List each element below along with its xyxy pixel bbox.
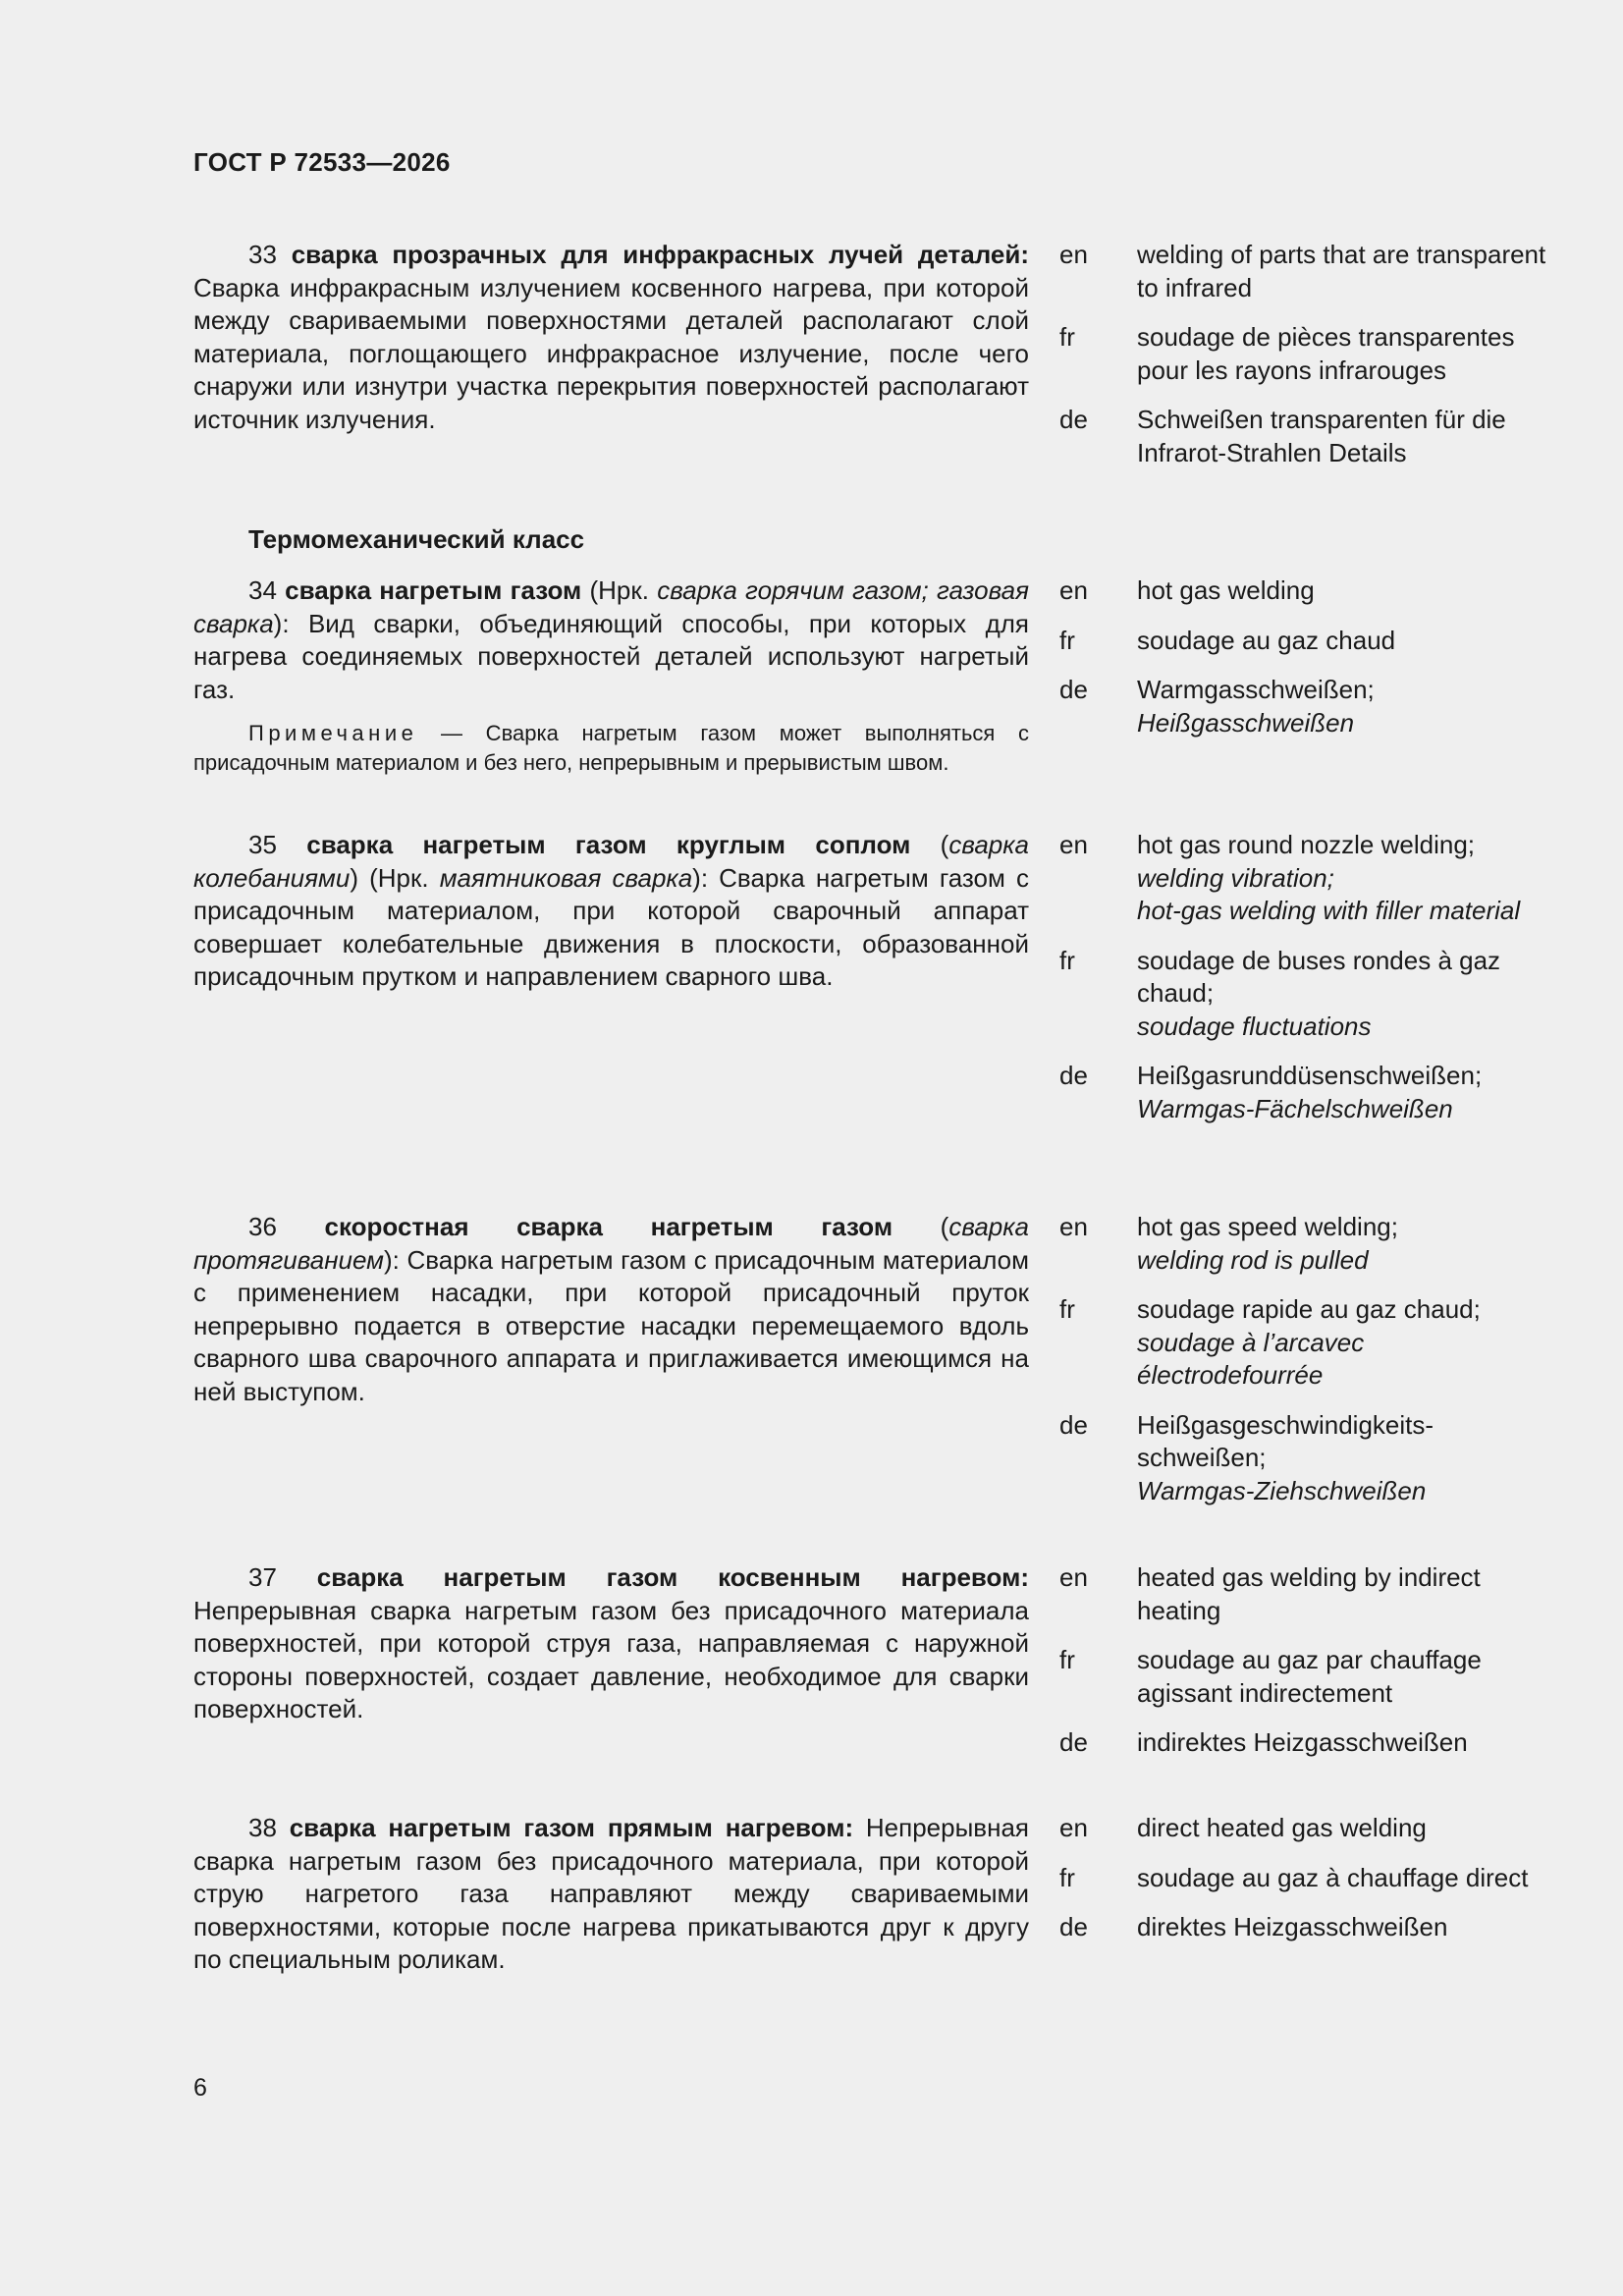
translation-term: soudage au gaz par chauffage agissant indirectement — [1137, 1645, 1482, 1708]
translation-fr — [1059, 1862, 1550, 1895]
language-code: de — [1059, 1727, 1088, 1757]
translation-de — [1059, 1726, 1550, 1760]
language-code: de — [1059, 1912, 1088, 1941]
term-name: сварка прозрачных для инфракрасных лучей деталей: — [291, 240, 1029, 269]
translation-term: hot gas speed welding; — [1137, 1212, 1398, 1241]
term-translations-34 — [1059, 574, 1550, 756]
translation-terms — [1137, 1644, 1550, 1710]
definition-text: ( — [910, 830, 949, 859]
definition-paragraph — [193, 1561, 1029, 1726]
language-code: en — [1059, 830, 1088, 859]
translation-de — [1059, 1409, 1550, 1508]
definition-text: ( — [893, 1212, 949, 1241]
definition-paragraph — [193, 829, 1029, 994]
term-note — [193, 719, 1029, 778]
translation-terms — [1137, 321, 1550, 387]
term-name: сварка нагретым газом — [285, 575, 582, 605]
translation-terms — [1137, 1293, 1550, 1393]
translation-en — [1059, 1812, 1550, 1845]
translation-term: heated gas welding by indirect heating — [1137, 1562, 1481, 1625]
definition-paragraph — [193, 1812, 1029, 1977]
language-code: en — [1059, 1813, 1088, 1842]
language-code: fr — [1059, 1645, 1075, 1674]
term-definition-38 — [193, 1812, 1029, 1977]
language-code: fr — [1059, 1862, 1075, 1892]
translation-term: hot gas round nozzle welding; — [1137, 830, 1476, 859]
document-header: ГОСТ Р 72533—2026 — [193, 147, 451, 177]
definition-text: Сварка инфракрасным излучением косвенного нагрева, при которой между свариваемыми поверхностями деталей располагают слой материала, поглощающего инфракрасное излучение, после чего снаружи или изнутри участка перекрытия поверхностей располагают источник излучения. — [193, 272, 1029, 434]
term-synonym: маятниковая сварка — [439, 862, 693, 893]
definition-text: 37 — [248, 1562, 317, 1592]
translation-synonym: Heißgasschweißen — [1137, 707, 1355, 738]
term-translations-33 — [1059, 239, 1550, 486]
translation-en — [1059, 574, 1550, 608]
translation-synonym: soudage à l’arcavec électrodefourrée — [1137, 1327, 1365, 1390]
language-code: en — [1059, 1562, 1088, 1592]
term-name: сварка нагретым газом косвенным нагревом: — [316, 1562, 1029, 1592]
definition-text: (Нрк. — [581, 575, 658, 605]
language-code: fr — [1059, 1294, 1075, 1324]
definition-text: 38 — [248, 1813, 290, 1842]
translation-terms — [1137, 574, 1550, 608]
translation-term: Schweißen transparenten für die Infrarot-Strahlen Details — [1137, 405, 1506, 467]
definition-text: ): Сварка нагретым газом с присадочным материалом с применением насадки, при которой присадочный пруток непрерывно подается в отверстие насадки перемещаемого вдоль сварного шва сварочного аппарата и приглаживается имеющимся на ней выступом. — [193, 1244, 1029, 1406]
term-name: сварка нагретым газом прямым нагревом: — [289, 1813, 854, 1842]
language-code: fr — [1059, 945, 1075, 975]
translation-term: soudage de pièces transparentes pour les rayons infrarouges — [1137, 322, 1515, 385]
note-text: — Сварка нагретым газом может выполняться с присадочным материалом и без него, непрерывным и прерывистым швом. — [193, 721, 1029, 775]
translation-fr — [1059, 625, 1550, 658]
language-code: fr — [1059, 322, 1075, 352]
translation-synonym: Warmgas-Ziehschweißen — [1137, 1475, 1427, 1505]
definition-text: 34 — [248, 575, 286, 605]
translation-en — [1059, 1561, 1550, 1627]
language-code: en — [1059, 240, 1088, 269]
translation-synonym: hot-gas welding with filler material — [1137, 896, 1521, 925]
translation-en — [1059, 1211, 1550, 1277]
term-definition-34 — [193, 574, 1029, 778]
translation-terms — [1137, 829, 1550, 928]
translation-de — [1059, 1911, 1550, 1944]
translation-terms — [1137, 404, 1550, 469]
translation-terms — [1137, 239, 1550, 304]
translation-terms — [1137, 1911, 1550, 1944]
translation-fr — [1059, 1644, 1550, 1710]
translation-terms — [1137, 1060, 1550, 1125]
translation-term: soudage rapide au gaz chaud; — [1137, 1294, 1481, 1324]
term-translations-37 — [1059, 1561, 1550, 1777]
term-definition-36 — [193, 1211, 1029, 1408]
translation-terms — [1137, 1409, 1550, 1508]
translation-synonym: welding vibration; — [1137, 862, 1334, 893]
language-code: de — [1059, 675, 1088, 704]
translation-de — [1059, 404, 1550, 469]
definition-text: Непрерывная сварка нагретым газом без присадочного материала, при которой струю нагретого газа направляют между свариваемыми поверхностями, которые после нагрева прикатываются друг к другу по специальным роликам. — [193, 1813, 1029, 1974]
term-name: скоростная сварка нагретым газом — [324, 1212, 893, 1241]
term-synonym: сварка горячим газом; газовая сварка — [193, 575, 1029, 638]
translation-term: direktes Heizgasschweißen — [1137, 1912, 1448, 1941]
page-number: 6 — [193, 2074, 207, 2102]
term-definition-37 — [193, 1561, 1029, 1726]
translation-terms — [1137, 1211, 1550, 1277]
translation-term: welding of parts that are transparent to infrared — [1137, 240, 1546, 302]
language-code: fr — [1059, 625, 1075, 655]
translation-fr — [1059, 945, 1550, 1044]
translation-fr — [1059, 1293, 1550, 1393]
definition-text: 36 — [248, 1212, 325, 1241]
definition-text: Непрерывная сварка нагретым газом без присадочного материала поверхностей, при которой струя газа, направляемая с наружной стороны поверхностей, создает давление, необходимое для сварки поверхностей. — [193, 1595, 1029, 1723]
translation-term: direct heated gas welding — [1137, 1813, 1427, 1842]
term-synonym: сварка протягиванием — [193, 1212, 1029, 1275]
language-code: de — [1059, 1409, 1088, 1440]
translation-fr — [1059, 321, 1550, 387]
definition-paragraph — [193, 574, 1029, 706]
term-definition-35 — [193, 829, 1029, 994]
definition-text: ): Вид сварки, объединяющий способы, при которых для нагрева соединяемых поверхностей деталей используют нагретый газ. — [193, 608, 1029, 704]
definition-paragraph — [193, 1211, 1029, 1408]
definition-text: 33 — [248, 240, 292, 269]
section-title: Термомеханический класс — [248, 524, 585, 554]
translation-term: soudage au gaz chaud — [1137, 625, 1396, 655]
translation-term: Heißgasgeschwindigkeits-schweißen; — [1137, 1409, 1434, 1472]
language-code: en — [1059, 575, 1088, 605]
definition-text: 35 — [248, 830, 307, 859]
translation-term: Warmgasschweißen; — [1137, 675, 1375, 704]
term-translations-36 — [1059, 1211, 1550, 1524]
translation-terms — [1137, 1726, 1550, 1760]
translation-terms — [1137, 945, 1550, 1044]
language-code: de — [1059, 405, 1088, 434]
translation-term: soudage au gaz à chauffage direct — [1137, 1862, 1529, 1892]
term-translations-38 — [1059, 1812, 1550, 1961]
translation-terms — [1137, 1812, 1550, 1845]
translation-synonym: soudage fluctuations — [1137, 1011, 1372, 1041]
definition-text: ) (Нрк. — [350, 862, 440, 893]
translation-terms — [1137, 625, 1550, 658]
translation-terms — [1137, 674, 1550, 739]
translation-terms — [1137, 1862, 1550, 1895]
translation-term: indirektes Heizgasschweißen — [1137, 1727, 1468, 1757]
term-translations-35 — [1059, 829, 1550, 1142]
translation-synonym: welding rod is pulled — [1137, 1244, 1369, 1275]
definition-text: ): Сварка нагретым газом с присадочным материалом, при которой сварочный аппарат совершает колебательные движения в плоскости, образованной присадочным прутком и направлением сварного шва. — [193, 862, 1029, 991]
translation-term: hot gas welding — [1137, 575, 1315, 605]
term-synonym: сварка колебаниями — [193, 830, 1029, 893]
translation-term: soudage de buses rondes à gaz chaud; — [1137, 945, 1501, 1008]
translation-en — [1059, 239, 1550, 304]
translation-de — [1059, 674, 1550, 739]
note-label: Примечание — [248, 721, 418, 745]
translation-en — [1059, 829, 1550, 928]
term-definition-33 — [193, 239, 1029, 436]
translation-de — [1059, 1060, 1550, 1125]
definition-paragraph — [193, 239, 1029, 436]
translation-term: Heißgasrunddüsenschweißen; — [1137, 1061, 1483, 1090]
term-name: сварка нагретым газом круглым соплом — [306, 830, 911, 859]
language-code: de — [1059, 1061, 1088, 1090]
translation-terms — [1137, 1561, 1550, 1627]
language-code: en — [1059, 1212, 1088, 1241]
translation-synonym: Warmgas-Fächelschweißen — [1137, 1093, 1453, 1123]
